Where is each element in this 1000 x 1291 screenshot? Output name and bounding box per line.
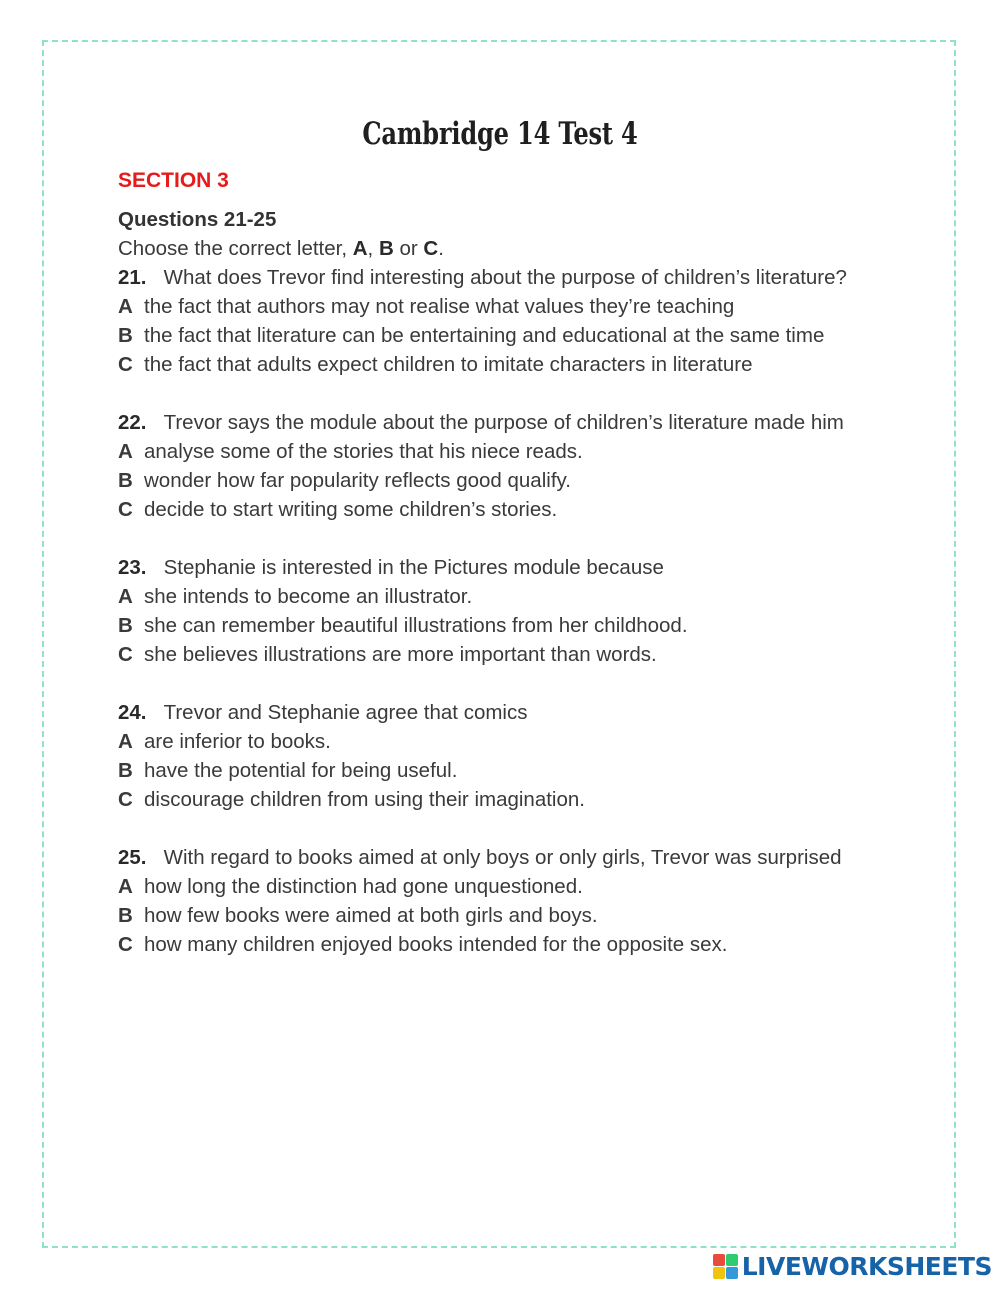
answer-option: [118, 582, 888, 611]
option-letter: C: [118, 498, 133, 521]
worksheet-title: Cambridge 14 Test 4: [362, 116, 638, 152]
answer-option: [118, 611, 888, 640]
answer-option: [118, 640, 888, 669]
option-text: analyse some of the stories that his niece reads.: [144, 440, 583, 463]
worksheet-content: [118, 166, 888, 959]
question-text: Trevor and Stephanie agree that comics: [163, 701, 528, 724]
question-block: [118, 408, 888, 524]
question-stem: [118, 408, 888, 437]
option-text: the fact that adults expect children to imitate characters in literature: [144, 353, 753, 376]
option-letter: A: [118, 440, 133, 463]
option-letter: B: [118, 614, 133, 637]
option-text: are inferior to books.: [144, 730, 331, 753]
answer-option: [118, 756, 888, 785]
option-letter: C: [118, 353, 133, 376]
question-stem: [118, 698, 888, 727]
option-letter: C: [118, 933, 133, 956]
question-text: Trevor says the module about the purpose of children’s literature made him: [163, 411, 844, 434]
option-letter: B: [118, 759, 133, 782]
instruction-letter-c: C: [423, 237, 439, 260]
instruction-sep: or: [393, 237, 424, 260]
question-block: [118, 843, 888, 959]
option-letter: B: [118, 469, 133, 492]
option-text: how long the distinction had gone unquestioned.: [144, 875, 583, 898]
instruction-letter-b: B: [378, 237, 394, 260]
option-text: she intends to become an illustrator.: [144, 585, 473, 608]
option-letter: C: [118, 788, 133, 811]
instruction-letter-a: A: [352, 237, 368, 260]
logo-block: [726, 1254, 738, 1266]
instruction-prefix: Choose the correct letter,: [118, 237, 353, 260]
question-block: [118, 698, 888, 814]
option-text: decide to start writing some children’s stories.: [144, 498, 558, 521]
logo-block: [726, 1267, 738, 1279]
answer-option: [118, 321, 888, 350]
logo-text: LIVEWORKSHEETS: [741, 1251, 992, 1281]
section-heading: SECTION 3: [118, 169, 229, 192]
option-letter: A: [118, 875, 133, 898]
question-number: 25.: [118, 846, 147, 869]
instruction-suffix: .: [438, 237, 444, 260]
answer-option: [118, 292, 888, 321]
option-letter: C: [118, 643, 133, 666]
question-stem: [118, 843, 888, 872]
question-number: 21.: [118, 266, 147, 289]
option-letter: B: [118, 324, 133, 347]
answer-option: [118, 466, 888, 495]
question-stem: [118, 553, 888, 582]
logo-block: [713, 1254, 725, 1266]
option-text: she can remember beautiful illustrations from her childhood.: [144, 614, 688, 637]
liveworksheets-logo: [713, 1251, 992, 1281]
instruction-line: [118, 234, 888, 263]
answer-option: [118, 872, 888, 901]
logo-block: [713, 1267, 725, 1279]
option-text: how many children enjoyed books intended for the opposite sex.: [144, 933, 728, 956]
question-number: 22.: [118, 411, 147, 434]
answer-option: [118, 901, 888, 930]
instruction-sep: ,: [367, 237, 379, 260]
option-text: the fact that literature can be entertaining and educational at the same time: [144, 324, 825, 347]
option-letter: A: [118, 730, 133, 753]
question-number: 24.: [118, 701, 147, 724]
question-stem: [118, 263, 888, 292]
questions-heading: Questions 21-25: [118, 208, 277, 231]
option-text: how few books were aimed at both girls and boys.: [144, 904, 598, 927]
question-text: Stephanie is interested in the Pictures module because: [163, 556, 664, 579]
option-letter: A: [118, 295, 133, 318]
option-text: have the potential for being useful.: [144, 759, 458, 782]
question-block: [118, 553, 888, 669]
option-letter: A: [118, 585, 133, 608]
option-letter: B: [118, 904, 133, 927]
answer-option: [118, 727, 888, 756]
answer-option: [118, 437, 888, 466]
question-block: [118, 263, 888, 379]
answer-option: [118, 350, 888, 379]
option-text: she believes illustrations are more important than words.: [144, 643, 657, 666]
option-text: wonder how far popularity reflects good qualify.: [144, 469, 571, 492]
option-text: the fact that authors may not realise what values they’re teaching: [144, 295, 735, 318]
answer-option: [118, 785, 888, 814]
question-text: What does Trevor find interesting about the purpose of children’s literature?: [163, 266, 847, 289]
answer-option: [118, 495, 888, 524]
question-number: 23.: [118, 556, 147, 579]
question-list: [118, 263, 888, 959]
question-text: With regard to books aimed at only boys or only girls, Trevor was surprised: [163, 846, 842, 869]
option-text: discourage children from using their imagination.: [144, 788, 585, 811]
answer-option: [118, 930, 888, 959]
logo-blocks-icon: [713, 1254, 738, 1279]
